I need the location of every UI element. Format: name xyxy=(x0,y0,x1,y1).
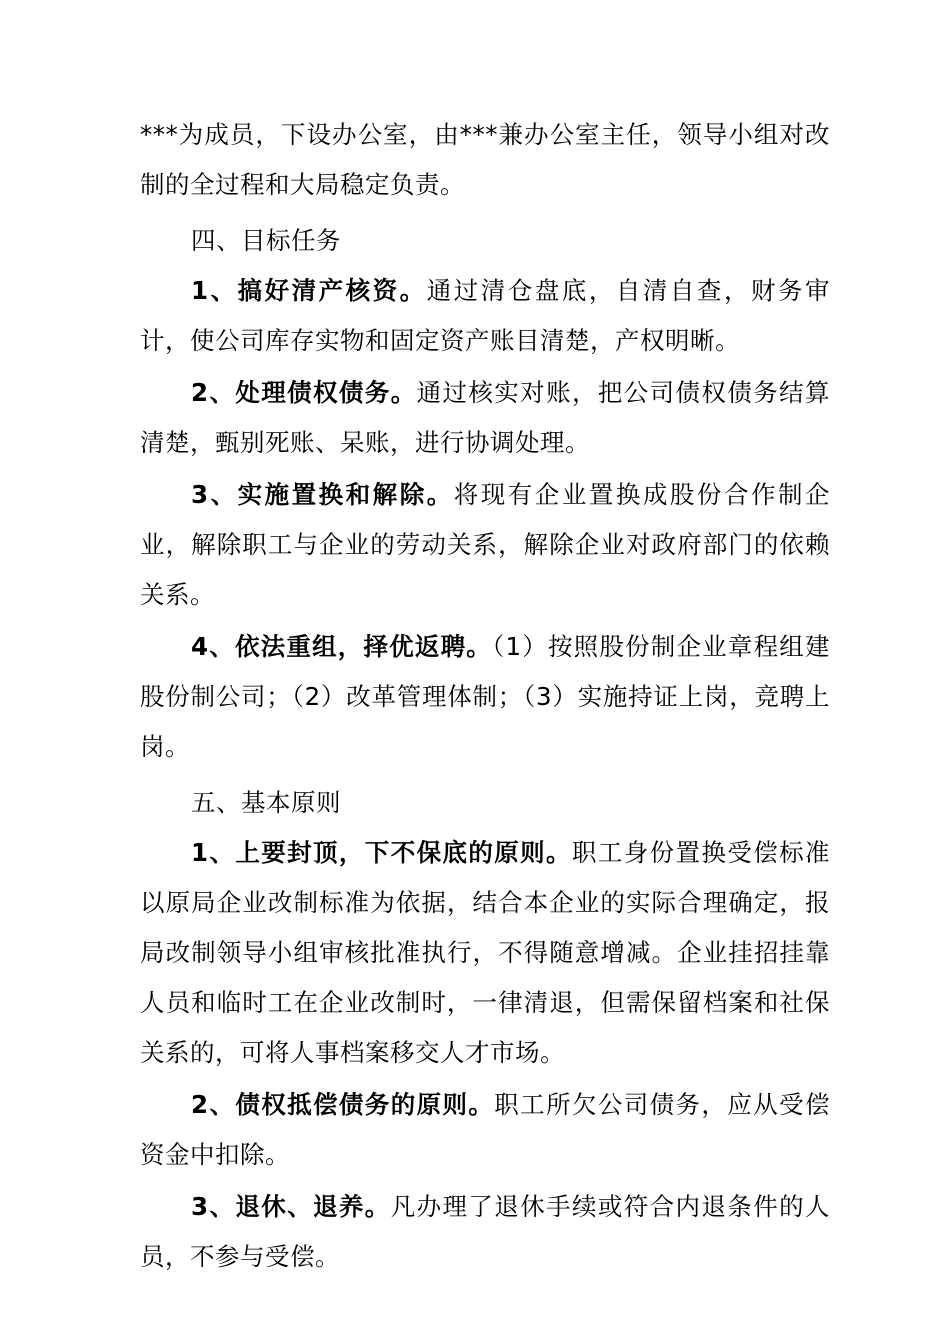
principle-item-2-lead: 2、债权抵偿债务的原则。 xyxy=(191,1090,495,1119)
goal-item-4-lead: 4、依法重组，择优返聘。 xyxy=(191,632,492,661)
goal-item-4-body: （1）按照股份制企业章程组建股份制公司；（2）改革管理体制；（3）实施持证上岗，竞聘上岗。 xyxy=(140,632,830,761)
goal-item-2 xyxy=(140,368,830,468)
section-heading-goals: 四、目标任务 xyxy=(191,226,341,255)
goal-item-1-lead: 1、搞好清产核资。 xyxy=(191,276,427,305)
goal-item-3-body: 将现有企业置换成股份合作制企业，解除职工与企业的劳动关系，解除企业对政府部门的依赖关系。 xyxy=(140,480,831,609)
principle-item-2 xyxy=(140,1080,830,1180)
principle-item-3-body: 凡办理了退休手续或符合内退条件的人员，不参与受偿。 xyxy=(140,1192,831,1271)
goal-item-1 xyxy=(140,266,830,366)
continuation-paragraph: ***为成员，下设办公室，由***兼办公室主任，领导小组对改制的全过程和大局稳定负责。 xyxy=(140,120,830,199)
principle-item-1-body: 职工身份置换受偿标准以原局企业改制标准为依据，结合本企业的实际合理确定，报局改制领导小组审核批准执行，不得随意增减。企业挂招挂靠人员和临时工在企业改制时，一律清退，但需保留档案和社保关系的，可将人事档案移交人才市场。 xyxy=(140,838,831,1067)
principle-item-3 xyxy=(140,1182,830,1282)
principle-item-3-lead: 3、退休、退养。 xyxy=(191,1192,391,1221)
goal-item-4 xyxy=(140,622,830,772)
goal-item-3 xyxy=(140,470,830,620)
goal-item-2-lead: 2、处理债权债务。 xyxy=(191,378,417,407)
principle-item-1-lead: 1、上要封顶，下不保底的原则。 xyxy=(191,838,572,867)
principle-item-1 xyxy=(140,828,830,1078)
principle-item-2-body: 职工所欠公司债务，应从受偿资金中扣除。 xyxy=(140,1090,831,1169)
goal-item-3-lead: 3、实施置换和解除。 xyxy=(191,480,454,509)
goal-item-2-body: 通过核实对账，把公司债权债务结算清楚，甄别死账、呆账，进行协调处理。 xyxy=(140,378,831,457)
goal-item-1-body: 通过清仓盘底，自清自查，财务审计，使公司库存实物和固定资产账目清楚，产权明晰。 xyxy=(140,276,831,355)
section-heading-principles: 五、基本原则 xyxy=(191,788,341,817)
